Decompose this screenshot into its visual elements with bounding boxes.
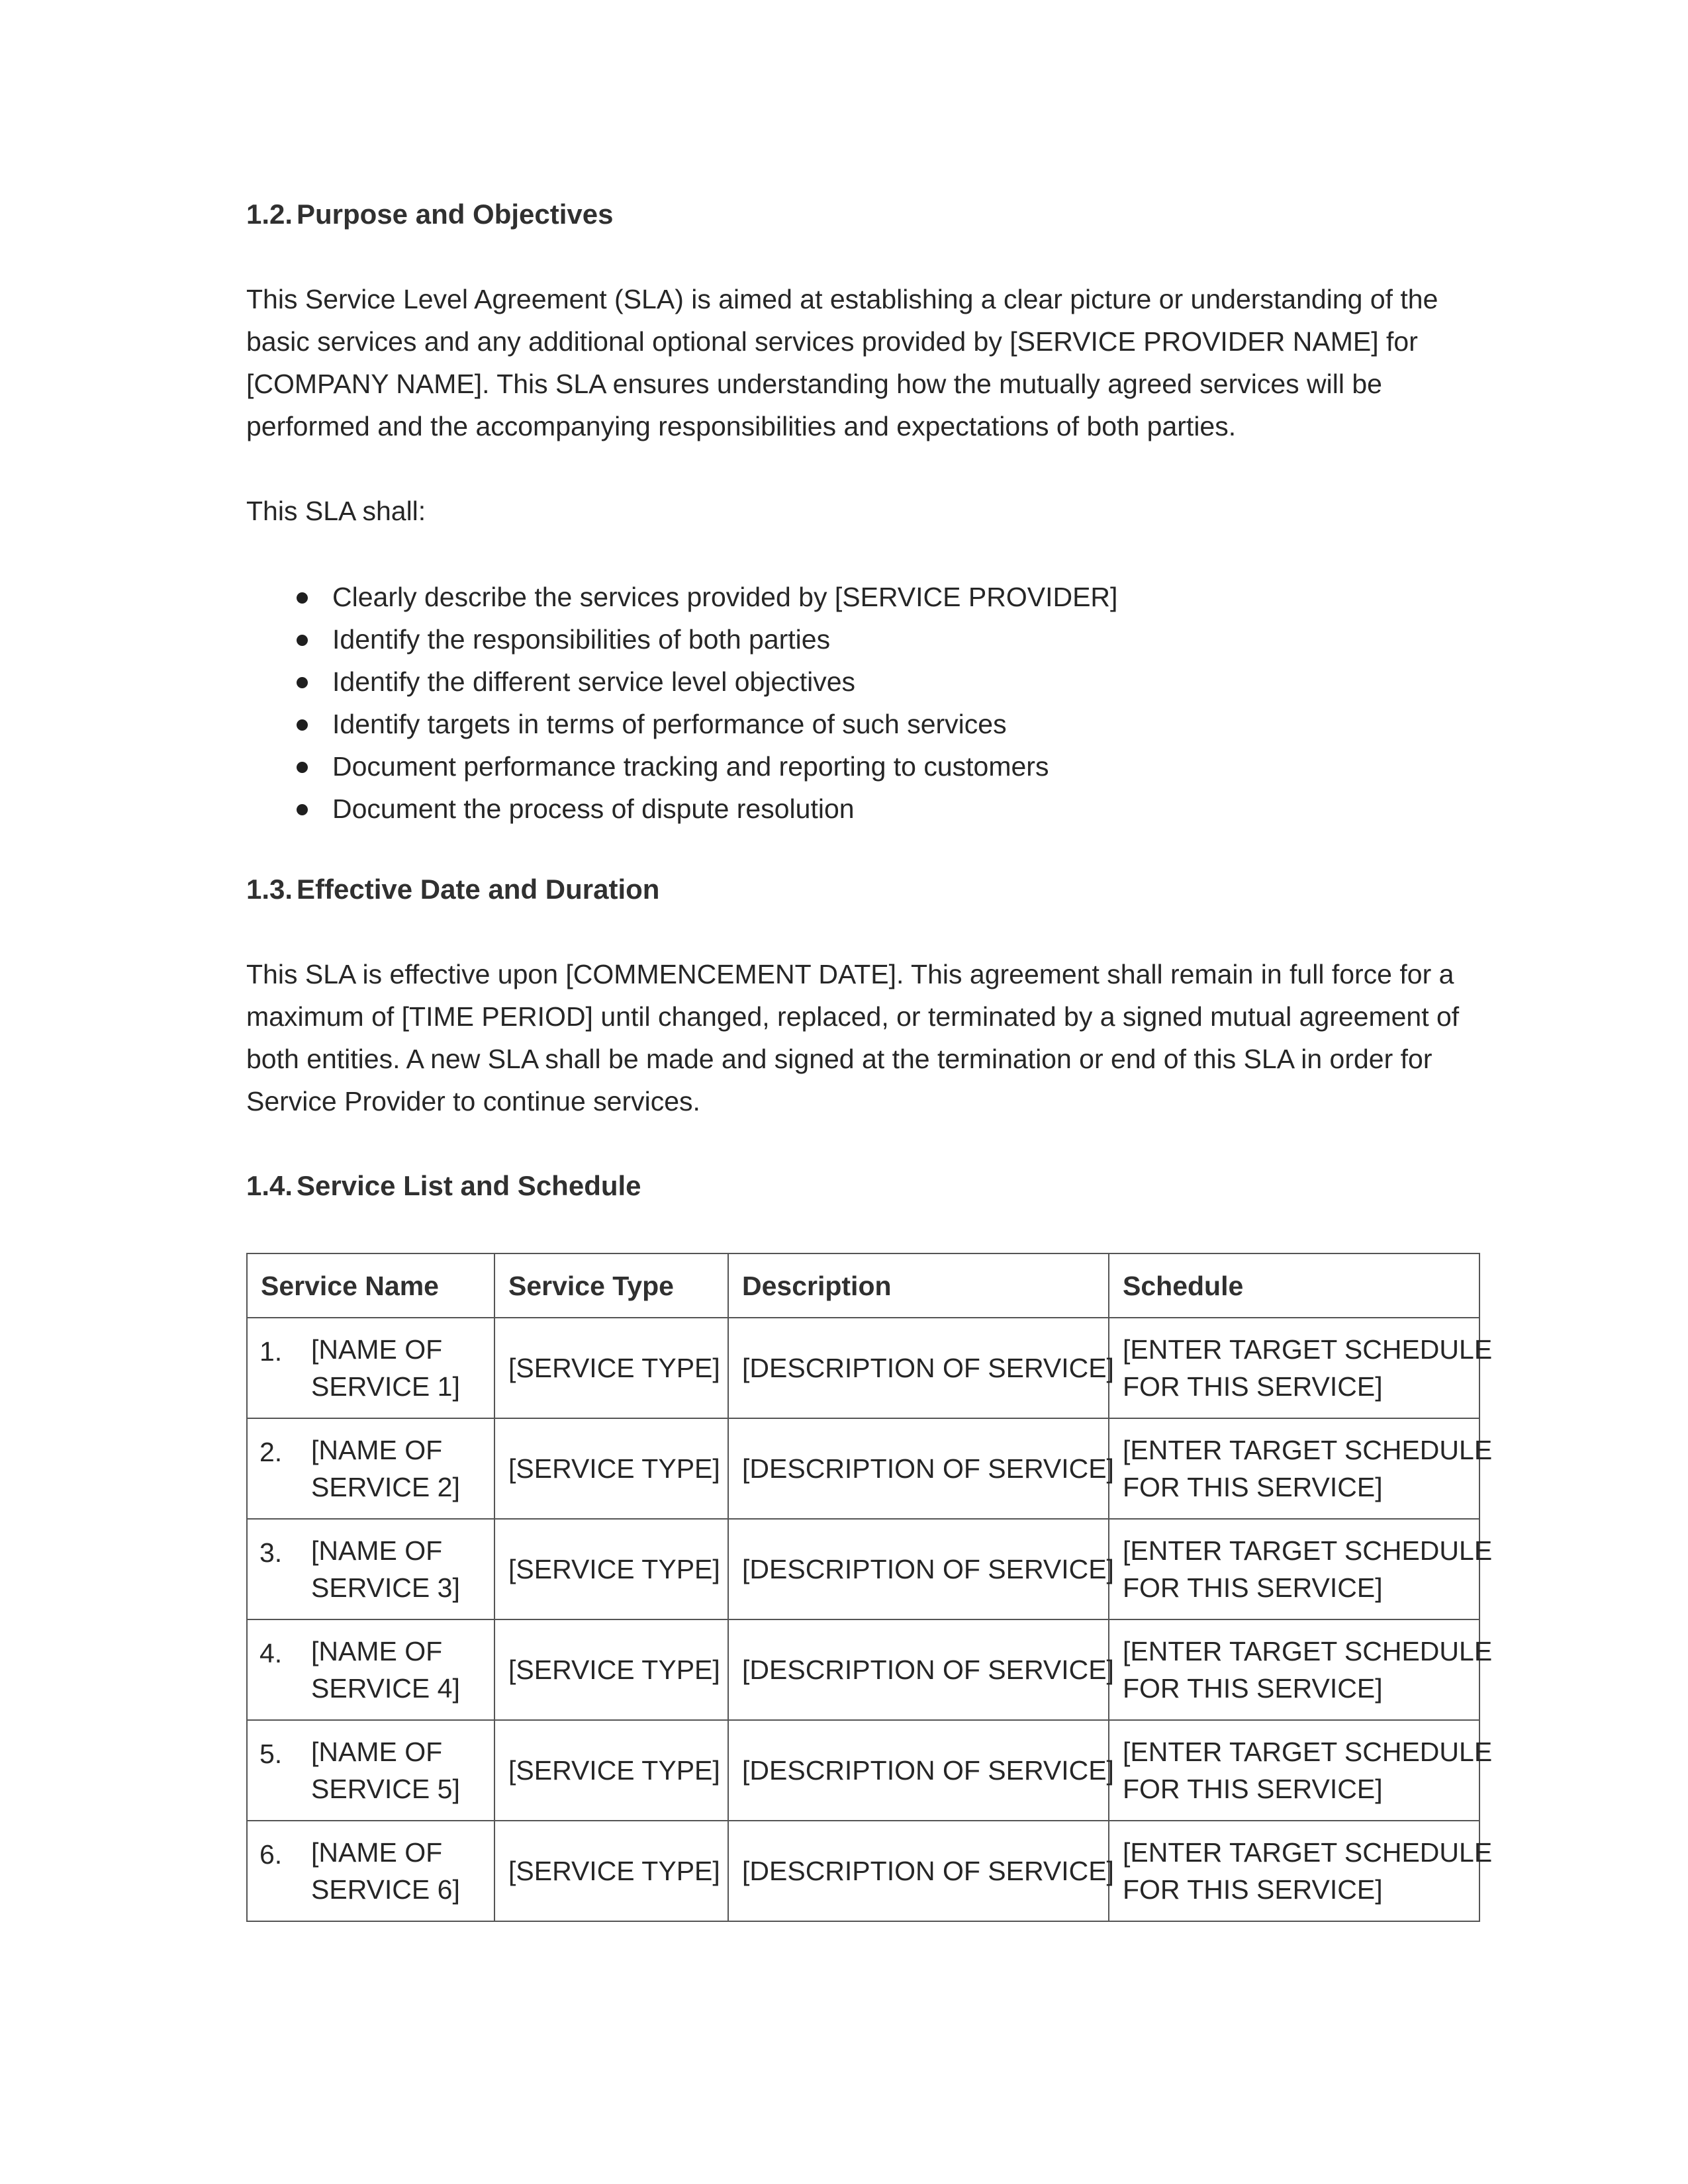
service-name-cell: 3. [NAME OF SERVICE 3] (247, 1519, 494, 1619)
service-table (246, 1253, 1493, 1922)
column-header: Service Name (247, 1253, 494, 1318)
service-type-cell: [SERVICE TYPE] (494, 1720, 728, 1821)
effective-paragraph (246, 953, 1479, 1122)
section-heading-effective (246, 870, 659, 909)
shall-intro: This SLA shall: (246, 496, 426, 526)
section-heading-purpose (246, 195, 614, 234)
service-name-cell: 4. [NAME OF SERVICE 4] (247, 1619, 494, 1720)
list-item: Identify the responsibilities of both parties (246, 618, 1438, 660)
service-name-cell: 1. [NAME OF SERVICE 1] (247, 1318, 494, 1418)
description-cell: [DESCRIPTION OF SERVICE] (728, 1318, 1109, 1418)
column-header: Service Type (494, 1253, 728, 1318)
schedule-cell: [ENTER TARGET SCHEDULE FOR THIS SERVICE] (1109, 1418, 1479, 1519)
service-name-cell: 5. [NAME OF SERVICE 5] (247, 1720, 494, 1821)
description-cell: [DESCRIPTION OF SERVICE] (728, 1619, 1109, 1720)
table-row (247, 1619, 1479, 1720)
paragraph-line: This SLA is effective upon [COMMENCEMENT DATE]. This agreement shall remain in full force for a (246, 959, 1454, 989)
service-type-cell: [SERVICE TYPE] (494, 1418, 728, 1519)
list-item: Identify targets in terms of performance of such services (246, 703, 1438, 745)
bullet-icon (297, 804, 308, 815)
purpose-paragraph (246, 278, 1479, 447)
schedule-cell: [ENTER TARGET SCHEDULE FOR THIS SERVICE] (1109, 1519, 1479, 1619)
table-header-row (247, 1253, 1479, 1318)
schedule-cell: [ENTER TARGET SCHEDULE FOR THIS SERVICE] (1109, 1619, 1479, 1720)
paragraph-line: both entities. A new SLA shall be made and signed at the termination or end of this SLA in order for (246, 1044, 1432, 1074)
bullet-icon (297, 635, 308, 646)
service-type-cell: [SERVICE TYPE] (494, 1318, 728, 1418)
schedule-cell: [ENTER TARGET SCHEDULE FOR THIS SERVICE] (1109, 1720, 1479, 1821)
paragraph-line: performed and the accompanying responsibilities and expectations of both parties. (246, 411, 1237, 441)
section-number: 1.4. (246, 1170, 293, 1201)
table-row (247, 1318, 1479, 1418)
paragraph-line: Service Provider to continue services. (246, 1086, 700, 1116)
description-cell: [DESCRIPTION OF SERVICE] (728, 1418, 1109, 1519)
schedule-cell: [ENTER TARGET SCHEDULE FOR THIS SERVICE] (1109, 1318, 1479, 1418)
column-header: Schedule (1109, 1253, 1479, 1318)
paragraph-line: basic services and any additional optional services provided by [SERVICE PROVIDER NAME] for (246, 326, 1418, 357)
list-item: Clearly describe the services provided by [SERVICE PROVIDER] (246, 576, 1438, 618)
table-row (247, 1821, 1479, 1921)
section-title: Service List and Schedule (297, 1170, 641, 1201)
service-type-cell: [SERVICE TYPE] (494, 1821, 728, 1921)
service-name-cell: 2. [NAME OF SERVICE 2] (247, 1418, 494, 1519)
service-name-cell: 6. [NAME OF SERVICE 6] (247, 1821, 494, 1921)
column-header: Description (728, 1253, 1109, 1318)
paragraph-line: [COMPANY NAME]. This SLA ensures understanding how the mutually agreed services will be (246, 369, 1382, 399)
paragraph-line: maximum of [TIME PERIOD] until changed, replaced, or terminated by a signed mutual agreement of (246, 1001, 1460, 1032)
table-row (247, 1418, 1479, 1519)
paragraph-line: This Service Level Agreement (SLA) is aimed at establishing a clear picture or understanding of the (246, 284, 1438, 314)
section-title: Purpose and Objectives (297, 199, 614, 230)
bullet-icon (297, 719, 308, 731)
table-row (247, 1720, 1479, 1821)
table-row (247, 1519, 1479, 1619)
list-item: Document performance tracking and reporting to customers (246, 745, 1438, 788)
section-title: Effective Date and Duration (297, 874, 660, 905)
description-cell: [DESCRIPTION OF SERVICE] (728, 1519, 1109, 1619)
bullet-icon (297, 677, 308, 688)
bullet-icon (297, 592, 308, 604)
service-type-cell: [SERVICE TYPE] (494, 1519, 728, 1619)
objectives-list (246, 576, 1438, 830)
description-cell: [DESCRIPTION OF SERVICE] (728, 1720, 1109, 1821)
description-cell: [DESCRIPTION OF SERVICE] (728, 1821, 1109, 1921)
bullet-icon (297, 762, 308, 773)
list-item: Document the process of dispute resolution (246, 788, 1438, 830)
list-item: Identify the different service level objectives (246, 660, 1438, 703)
service-type-cell: [SERVICE TYPE] (494, 1619, 728, 1720)
section-number: 1.2. (246, 199, 293, 230)
schedule-cell: [ENTER TARGET SCHEDULE FOR THIS SERVICE] (1109, 1821, 1479, 1921)
section-heading-service-list (246, 1166, 641, 1206)
section-number: 1.3. (246, 874, 293, 905)
